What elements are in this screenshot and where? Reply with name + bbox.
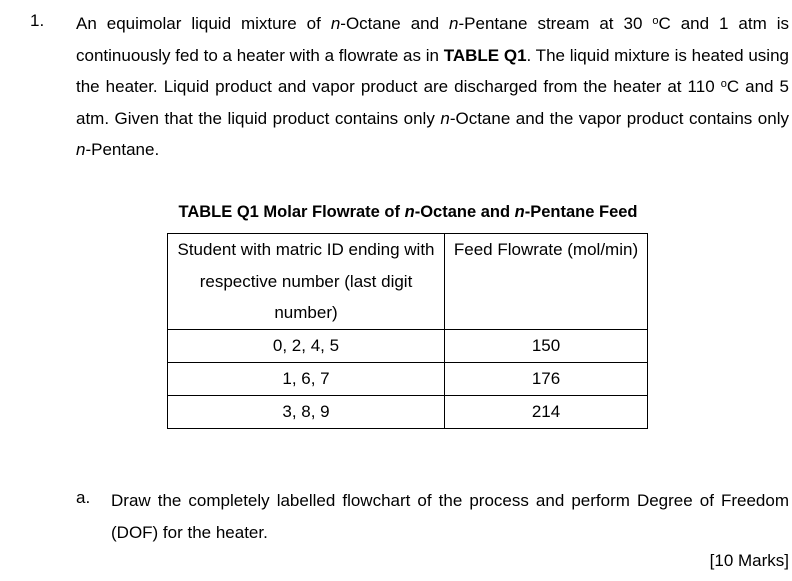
text-segment: TABLE Q1 Molar Flowrate of	[178, 203, 405, 221]
question-number: 1.	[30, 11, 45, 30]
text-segment: -Pentane.	[85, 140, 160, 159]
text-segment: n	[404, 203, 415, 221]
text-segment: . The liquid mixture is heated using the heater. Liquid product and vapor product are discharged from the heater at 110	[76, 45, 789, 96]
text-segment: TABLE Q1	[443, 45, 527, 65]
text-segment: C and 5 atm. Given that the liquid product contains only	[76, 77, 790, 128]
text-segment: n	[514, 203, 525, 221]
text-segment: o	[652, 15, 659, 27]
text-segment: n	[76, 140, 86, 159]
question-text	[76, 8, 789, 166]
text-segment: n	[449, 14, 459, 33]
feed-flowrate-table	[167, 233, 648, 429]
cell-ids: 1, 6, 7	[168, 363, 445, 396]
sub-question-label: a.	[76, 488, 91, 507]
sub-question-text: Draw the completely labelled flowchart of the process and perform Degree of Freedom (DOF) for the heater.	[111, 491, 789, 542]
text-segment: n	[440, 108, 450, 128]
cell-ids: 0, 2, 4, 5	[168, 330, 445, 363]
text-segment: -Pentane Feed	[524, 203, 638, 221]
text-segment: n	[330, 14, 341, 33]
header-student-id: Student with matric ID ending with respective number (last digit number)	[168, 234, 445, 330]
text-segment: -Octane and the vapor product contains only	[449, 108, 789, 128]
text-segment: C and 1 atm is continuously fed to a heater with a flowrate as in	[76, 14, 790, 65]
cell-flowrate: 176	[445, 363, 648, 396]
text-segment: o	[720, 78, 727, 90]
table-row	[168, 330, 648, 363]
text-segment: -Octane and	[414, 203, 515, 221]
table-row	[168, 363, 648, 396]
cell-flowrate: 150	[445, 330, 648, 363]
cell-ids: 3, 8, 9	[168, 396, 445, 429]
marks-label: [10 Marks]	[709, 551, 789, 570]
text-segment: -Octane and	[340, 14, 450, 33]
text-segment: -Pentane stream at 30	[458, 14, 653, 33]
table-caption	[168, 200, 648, 224]
cell-flowrate: 214	[445, 396, 648, 429]
table-header-row	[168, 234, 648, 330]
table-row	[168, 396, 648, 429]
text-segment: An equimolar liquid mixture of	[76, 14, 331, 33]
header-feed-flowrate: Feed Flowrate (mol/min)	[445, 234, 648, 330]
